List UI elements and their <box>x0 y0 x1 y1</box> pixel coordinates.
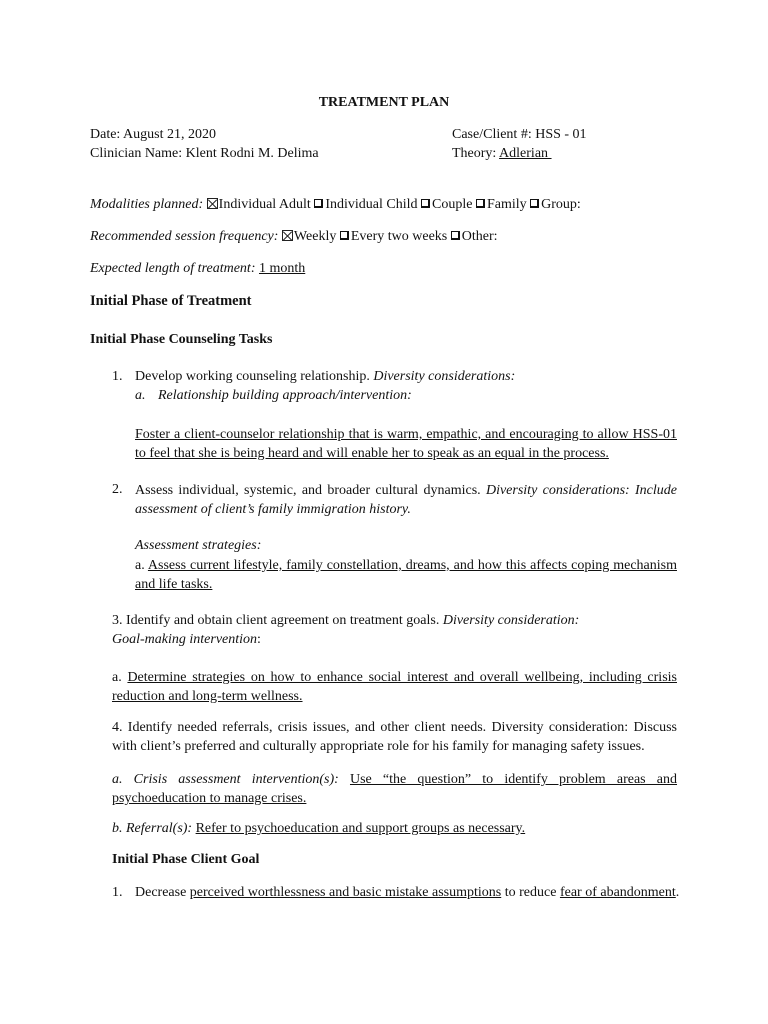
theory-value: Adlerian <box>499 146 552 161</box>
checkbox-group-icon <box>530 199 539 208</box>
task4-referral-row <box>112 820 525 838</box>
modalities-row <box>90 196 581 214</box>
task4-referral-body: Refer to psychoeducation and support groups as necessary. <box>195 821 526 836</box>
task2-number: 2. <box>112 482 123 497</box>
frequency-option-2: Every two weeks <box>350 229 448 244</box>
task3-body-block <box>112 668 677 706</box>
goal1-pre: Decrease <box>135 885 190 900</box>
task3-sub-label: a. <box>112 670 128 685</box>
task2-body-block <box>135 556 677 594</box>
theory-field <box>452 145 552 163</box>
task2-text: Assess individual, systemic, and broader cultural dynamics. <box>135 483 486 498</box>
task1-text: Develop working counseling relationship. <box>135 369 374 384</box>
frequency-option-3: Other: <box>461 229 498 244</box>
task4-crisis-block <box>112 770 677 808</box>
task2-strategies-label: Assessment strategies: <box>135 538 262 553</box>
task4-crisis-label: a. Crisis assessment intervention(s): <box>112 772 339 787</box>
modality-option-4: Family <box>486 197 527 212</box>
checkbox-family-icon <box>476 199 485 208</box>
task3-goal-line <box>112 631 261 649</box>
task3-goal-label: Goal-making intervention <box>112 632 258 647</box>
goal1-end: . <box>675 885 680 900</box>
task4-referral-label: b. Referral(s): <box>112 821 193 836</box>
heading-counseling-tasks: Initial Phase Counseling Tasks <box>90 332 273 347</box>
date-field: Date: August 21, 2020 <box>90 127 216 142</box>
task1-number: 1. <box>112 369 123 384</box>
modality-option-3: Couple <box>432 197 473 212</box>
modalities-label: Modalities planned: <box>90 197 204 212</box>
theory-label: Theory: <box>452 146 500 161</box>
task4-text: 4. Identify needed referrals, crisis issues, and other client needs. Diversity consideration: Discuss with client’s preferred and culturally appropriate role for his family for managing safety issues. <box>112 720 677 754</box>
length-label: Expected length of treatment: <box>90 261 256 276</box>
task2-heading <box>135 481 677 519</box>
task1-sub-label: a. <box>135 388 146 403</box>
task2-sub-label: a. <box>135 558 148 573</box>
checkbox-every-two-weeks-icon <box>340 231 349 240</box>
goal1-text <box>135 884 679 902</box>
frequency-label: Recommended session frequency: <box>90 229 279 244</box>
modality-option-1: Individual Adult <box>218 197 311 212</box>
modality-option-5: Group: <box>541 197 581 212</box>
task1-sub-text: Relationship building approach/intervention: <box>158 388 412 403</box>
task1-diversity: Diversity considerations: <box>373 369 516 384</box>
heading-client-goal: Initial Phase Client Goal <box>112 852 260 867</box>
task2-diversity: Diversity considerations: Include assessment of client’s family immigration history. <box>135 483 677 517</box>
case-client-field: Case/Client #: HSS - 01 <box>452 127 587 142</box>
checkbox-weekly-checked-icon <box>282 230 293 241</box>
goal1-underline-1: perceived worthlessness and basic mistake assumptions <box>189 885 502 900</box>
length-row <box>90 260 305 278</box>
task3-goal-colon: : <box>257 632 261 647</box>
task1-body: Foster a client-counselor relationship that is warm, empathic, and encouraging to allow HSS-01 to feel that she is being heard and will enable her to speak as an equal in the process. <box>135 427 677 461</box>
task3-heading <box>112 612 579 630</box>
checkbox-other-icon <box>451 231 460 240</box>
goal1-mid: to reduce <box>501 885 560 900</box>
checkbox-couple-icon <box>421 199 430 208</box>
task1-heading <box>135 368 515 386</box>
section-heading-initial-phase: Initial Phase of Treatment <box>90 293 252 309</box>
task3-diversity: Diversity consideration: <box>442 613 580 628</box>
document-title: TREATMENT PLAN <box>318 95 450 110</box>
modality-option-2: Individual Child <box>325 197 418 212</box>
task3-body: Determine strategies on how to enhance social interest and overall wellbeing, including crisis reduction and long-term wellness. <box>112 670 677 704</box>
length-value: 1 month <box>258 261 306 276</box>
task2-body: Assess current lifestyle, family constellation, dreams, and how this affects coping mechanism and life tasks. <box>135 558 677 592</box>
task4-crisis-body: Use “the question” to identify problem areas and psychoeducation to manage crises. <box>112 772 678 806</box>
checkbox-individual-adult-checked-icon <box>207 198 218 209</box>
frequency-row <box>90 228 498 246</box>
checkbox-individual-child-icon <box>314 199 323 208</box>
task3-text: 3. Identify and obtain client agreement on treatment goals. <box>112 613 443 628</box>
goal1-number: 1. <box>112 885 123 900</box>
goal1-underline-2: fear of abandonment <box>559 885 676 900</box>
clinician-name-field: Clinician Name: Klent Rodni M. Delima <box>90 146 319 161</box>
frequency-option-1: Weekly <box>293 229 337 244</box>
